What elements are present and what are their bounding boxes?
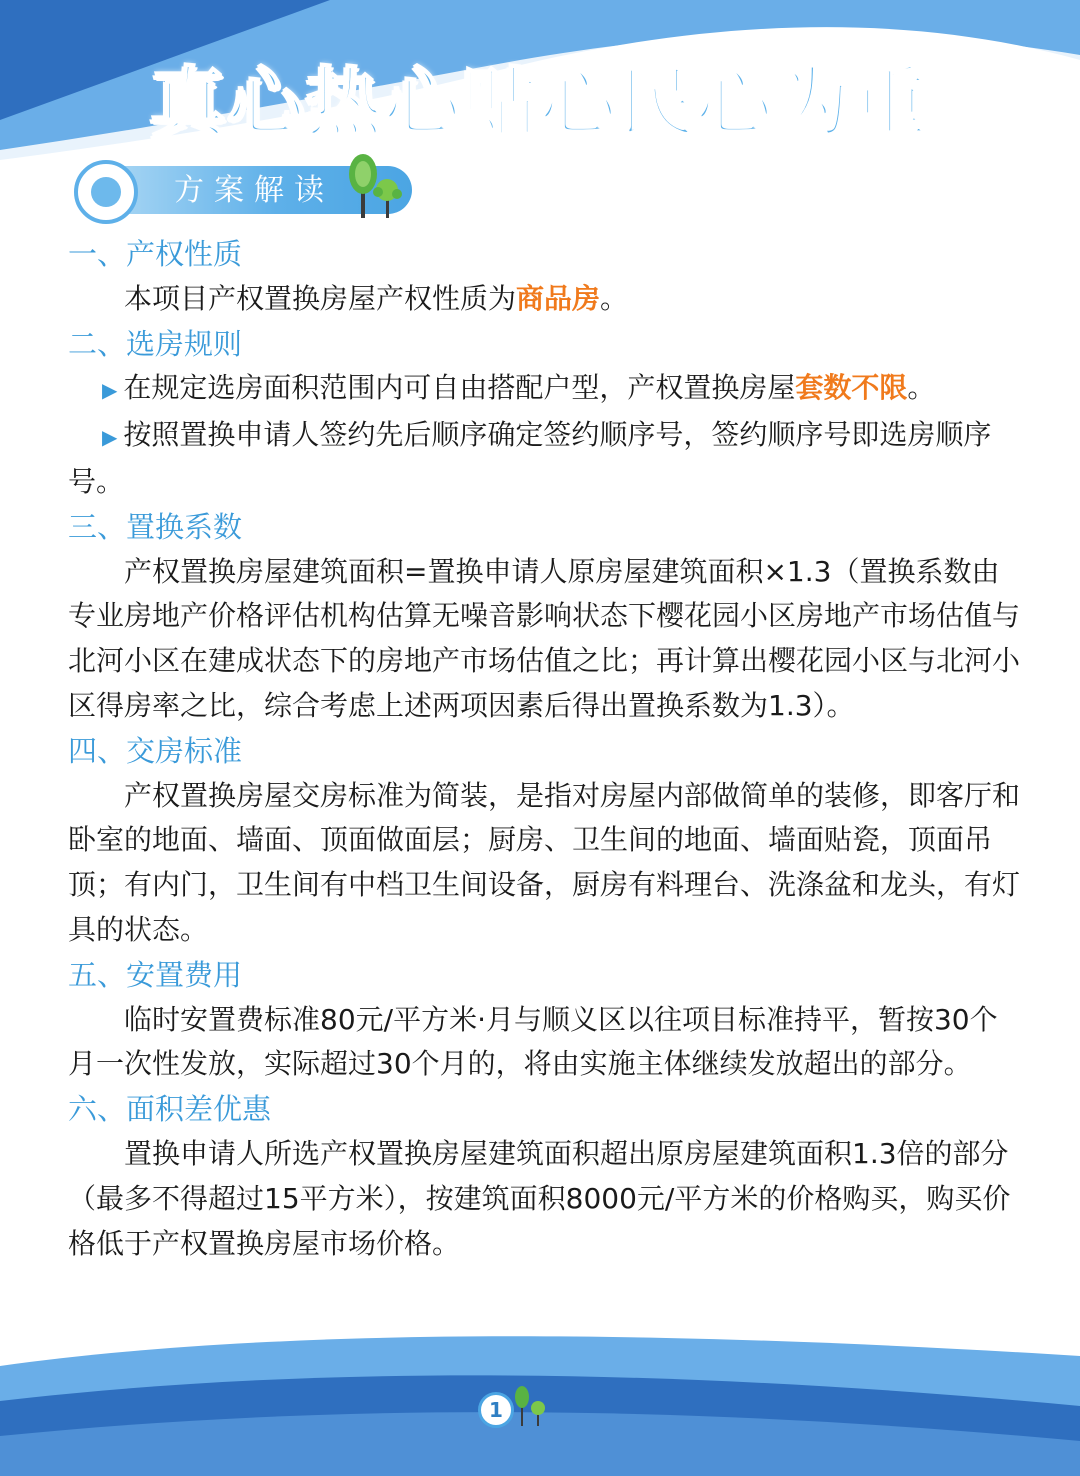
bullet-arrow-icon: ▶ xyxy=(102,378,118,403)
section-heading: 五、安置费用 xyxy=(68,957,243,992)
section-heading: 一、产权性质 xyxy=(68,237,243,271)
tree-icon xyxy=(342,152,412,222)
section-paragraph: 临时安置费标准80元/平方米·月与顺义区以往项目标准持平，暂按30个月一次性发放，实际超过30个月的，将由实施主体继续发放超出的部分。 xyxy=(68,1002,998,1081)
badge-circle-icon xyxy=(74,160,138,224)
section-heading: 六、面积差优惠 xyxy=(68,1092,272,1127)
bullet-item xyxy=(68,413,1024,505)
section-paragraph: 产权置换房屋建筑面积=置换申请人原房屋建筑面积×1.3（置换系数由专业房地产价格评估机构估算无噪音影响状态下樱花园小区房地产市场估值与北河小区在建成状态下的房地产市场估值之比；再计算出樱花园小区与北河小区得房率之比，综合考虑上述两项因素后得出置换系数为1.3）。 xyxy=(68,554,1021,722)
bullet-text: 在规定选房面积范围内可自由搭配户型，产权置换房屋 xyxy=(123,371,796,405)
section-paragraph: 置换申请人所选产权置换房屋建筑面积超出原房屋建筑面积1.3倍的部分（最多不得超过15平方米），按建筑面积8000元/平方米的价格购买，购买价格低于产权置换房屋市场价格。 xyxy=(68,1136,1011,1260)
section-heading: 四、交房标准 xyxy=(68,733,243,768)
section-heading: 三、置换系数 xyxy=(68,509,243,544)
para-text: 本项目产权置换房屋产权性质为 xyxy=(124,281,517,315)
section-paragraph xyxy=(68,277,1024,322)
section-badge xyxy=(74,152,404,224)
page-title: 真心热心贴心民心为重 xyxy=(150,58,930,147)
bullet-text: 按照置换申请人签约先后顺序确定签约顺序号，签约顺序号即选房顺序号。 xyxy=(68,418,992,498)
bullet-text: 。 xyxy=(907,371,936,405)
bullet-item xyxy=(68,366,1024,413)
highlight-text: 商品房 xyxy=(516,281,601,315)
bullet-arrow-icon: ▶ xyxy=(102,425,118,450)
section-heading: 二、选房规则 xyxy=(68,326,243,361)
badge-label: 方案解读 xyxy=(174,173,334,208)
section-paragraph: 产权置换房屋交房标准为简装，是指对房屋内部做简单的装修，即客厅和卧室的地面、墙面、顶面做面层；厨房、卫生间的地面、墙面贴瓷，顶面吊顶；有内门，卫生间有中档卫生间设备，厨房有料理台、洗涤盆和龙头，有灯具的状态。 xyxy=(68,778,1021,946)
highlight-text: 套数不限 xyxy=(795,371,908,405)
page-number: 1 xyxy=(478,1392,514,1428)
tree-icon xyxy=(512,1384,548,1428)
content xyxy=(68,232,1024,1266)
para-text: 。 xyxy=(600,281,629,315)
